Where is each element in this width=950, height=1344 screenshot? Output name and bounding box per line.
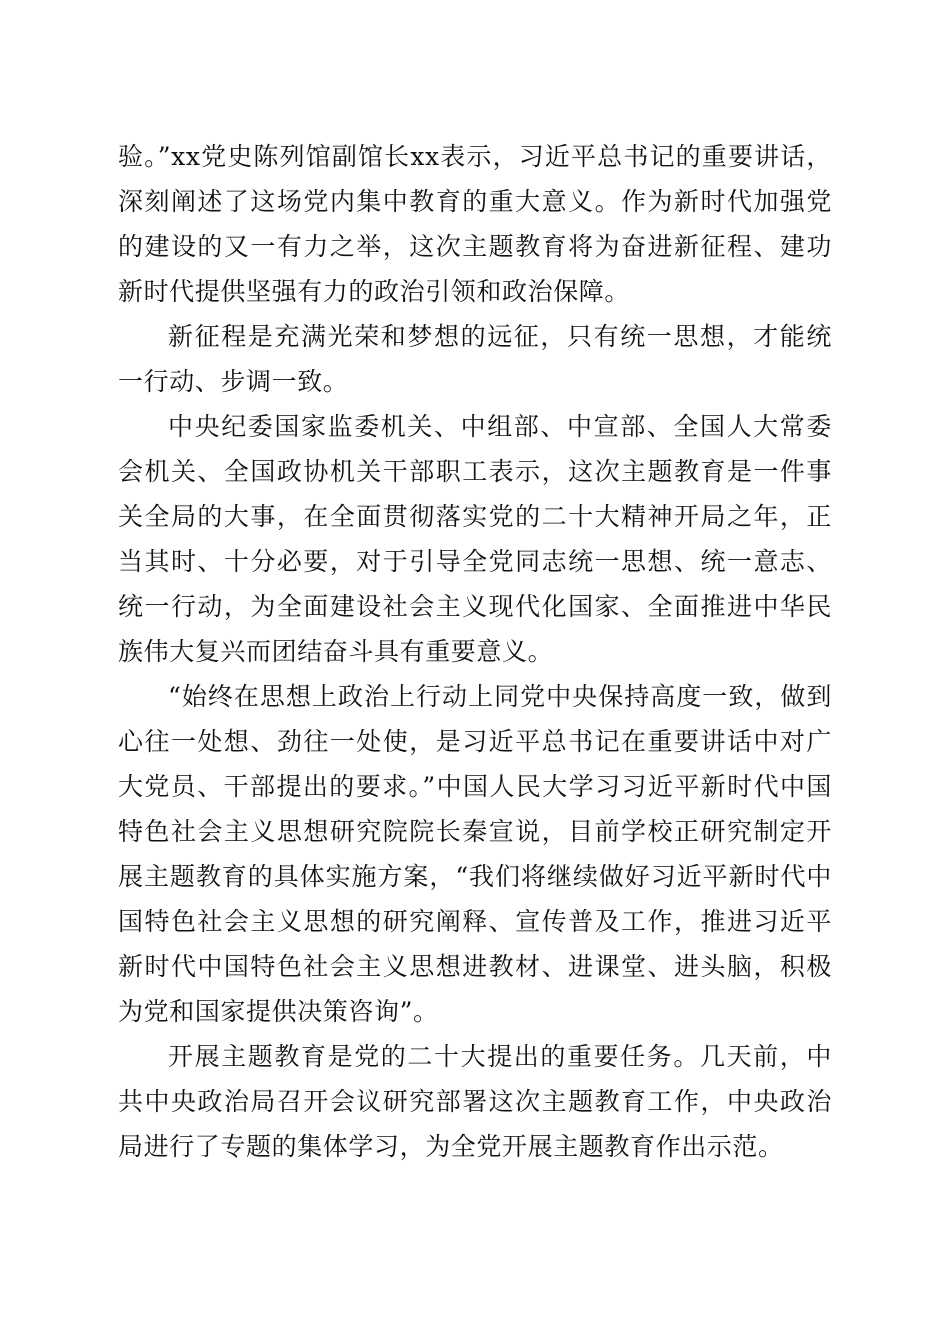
paragraph-continued: 验。”xx党史陈列馆副馆长xx表示，习近平总书记的重要讲话，深刻阐述了这场党内集中教育的重大意义。作为新时代加强党的建设的又一有力之举，这次主题教育将为奋进新征程、建功新时代提供坚强有力的政治引领和政治保障。 — [118, 142, 832, 306]
paragraph: “始终在思想上政治上行动上同党中央保持高度一致，做到心往一处想、劲往一处使，是习近平总书记在重要讲话中对广大党员、干部提出的要求。”中国人民大学习习近平新时代中国特色社会主义思想研究院院长秦宣说，目前学校正研究制定开展主题教育的具体实施方案，“我们将继续做好习近平新时代中国特色社会主义思想的研究阐释、宣传普及工作，推进习近平新时代中国特色社会主义思想进教材、进课堂、进头脑，积极为党和国家提供决策咨询”。 — [118, 682, 832, 1026]
paragraph: 开展主题教育是党的二十大提出的重要任务。几天前，中共中央政治局召开会议研究部署这次主题教育工作，中央政治局进行了专题的集体学习，为全党开展主题教育作出示范。 — [118, 1042, 832, 1161]
document-body — [118, 134, 832, 1169]
paragraph: 中央纪委国家监委机关、中组部、中宣部、全国人大常委会机关、全国政协机关干部职工表示，这次主题教育是一件事关全局的大事，在全面贯彻落实党的二十大精神开局之年，正当其时、十分必要，对于引导全党同志统一思想、统一意志、统一行动，为全面建设社会主义现代化国家、全面推进中华民族伟大复兴而团结奋斗具有重要意义。 — [118, 412, 832, 666]
paragraph: 新征程是充满光荣和梦想的远征，只有统一思想，才能统一行动、步调一致。 — [118, 322, 832, 396]
